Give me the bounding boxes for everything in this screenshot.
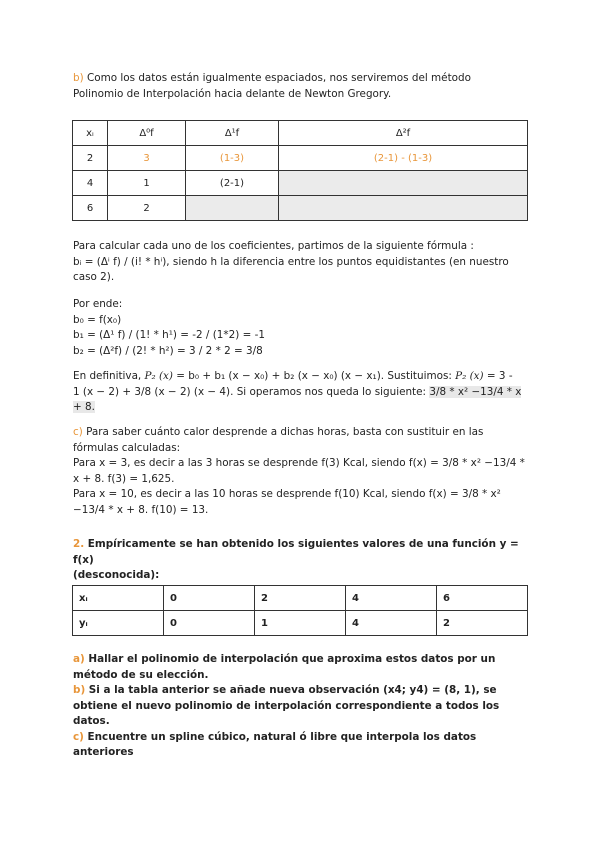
question-text: método de su elección. [73, 668, 209, 681]
part-b-marker: b) [73, 72, 84, 84]
result-highlight: + 8. [73, 401, 95, 413]
table-cell: (2-1) - (1-3) [279, 146, 528, 171]
questions-list [73, 652, 535, 761]
table-row [73, 611, 528, 636]
part-b-line2: Polinomio de Interpolación hacia delante de Newton Gregory. [73, 87, 392, 100]
question-text: Encuentre un spline cúbico, natural ó libre que interpola los datos anteriores [73, 730, 477, 758]
header-cell: xᵢ [73, 121, 108, 146]
table-cell: 1 [255, 611, 346, 636]
table-cell: 3 [108, 146, 186, 171]
table-row [73, 196, 528, 221]
table-cell: 2 [437, 611, 528, 636]
coef-line1: Para calcular cada uno de los coeficientes, partimos de la siguiente fórmula : [73, 240, 474, 252]
part-c-marker: c) [73, 426, 83, 438]
values-table [72, 585, 528, 636]
por-ende-block [73, 297, 531, 359]
p2-symbol: P₂ (x) [144, 370, 173, 382]
result-highlight: 3/8 * x² −13/4 * x [429, 385, 522, 398]
definitiva-text: 1 (x − 2) + 3/8 (x − 2) (x − 4). Si operamos nos queda lo siguiente: [73, 385, 430, 398]
question-marker: a) [73, 653, 85, 665]
part-c-text: Para x = 10, es decir a las 10 horas se desprende f(10) Kcal, siendo f(x) = 3/8 * x² [73, 488, 501, 500]
definitiva-text: = 3 - [483, 370, 513, 382]
exercise-text: Empíricamente se han obtenido los siguientes valores de una función y = f(x) [73, 538, 519, 566]
part-c-text: Para x = 3, es decir a las 3 horas se desprende f(3) Kcal, siendo f(x) = 3/8 * x² −13/4 * [73, 457, 525, 469]
b2-formula: b₂ = (Δ²f) / (2! * h²) = 3 / 2 * 2 = 3/8 [73, 344, 263, 357]
table-cell: 1 [108, 171, 186, 196]
table-cell: 0 [164, 611, 255, 636]
table-row [73, 171, 528, 196]
part-c-text: fórmulas calculadas: [73, 441, 181, 454]
por-ende-title: Por ende: [73, 298, 123, 310]
table-cell: 6 [73, 196, 108, 221]
part-b-line1: Como los datos están igualmente espaciados, nos serviremos del método [86, 72, 471, 84]
question-text: obtiene el nuevo polinomio de interpolación correspondiente a todos los datos. [73, 699, 500, 727]
table-cell: 2 [73, 146, 108, 171]
header-cell: Δ⁰f [108, 121, 186, 146]
exercise-text: (desconocida): [73, 569, 160, 581]
empty-cell [279, 196, 528, 221]
table-cell: 4 [346, 611, 437, 636]
part-c-text: −13/4 * x + 8. f(10) = 13. [73, 503, 209, 516]
question-text: Si a la tabla anterior se añade nueva observación (x4; y4) = (8, 1), se [85, 684, 497, 696]
part-c-text: x + 8. f(3) = 1,625. [73, 472, 175, 485]
header-cell: Δ¹f [186, 121, 279, 146]
coef-line3: caso 2). [73, 271, 115, 283]
table-cell: 6 [437, 586, 528, 611]
question-text: Hallar el polinomio de interpolación que aproxima estos datos por un [84, 653, 496, 665]
definitiva-paragraph [73, 369, 535, 416]
definitiva-text: = b₀ + b₁ (x − x₀) + b₂ (x − x₀) (x − x₁). Sustituimos: [172, 370, 456, 382]
table-cell: 0 [164, 586, 255, 611]
part-c-text: Para saber cuánto calor desprende a dichas horas, basta con sustituir en las [86, 426, 484, 438]
table-cell: 2 [108, 196, 186, 221]
row-header: xᵢ [73, 586, 164, 611]
row-header: yᵢ [73, 611, 164, 636]
coefficients-paragraph [73, 239, 531, 286]
differences-table [72, 120, 528, 221]
table-cell: (1-3) [186, 146, 279, 171]
b0-formula: b₀ = f(x₀) [73, 313, 122, 326]
question-marker: b) [73, 684, 86, 696]
coef-line2: bᵢ = (Δⁱ f) / (i! * hⁱ), siendo h la diferencia entre los puntos equidistantes (en nuestro [73, 255, 509, 268]
header-cell: Δ²f [279, 121, 528, 146]
p2-symbol: P₂ (x) [455, 370, 484, 382]
definitiva-text: En definitiva, [73, 370, 145, 382]
part-b-paragraph [73, 71, 531, 102]
part-c-paragraph [73, 425, 535, 518]
empty-cell [279, 171, 528, 196]
table-header-row [73, 121, 528, 146]
table-row [73, 146, 528, 171]
exercise-2-heading [73, 537, 531, 584]
empty-cell [186, 196, 279, 221]
table-row [73, 586, 528, 611]
table-cell: 4 [346, 586, 437, 611]
table-cell: (2-1) [186, 171, 279, 196]
table-cell: 2 [255, 586, 346, 611]
table-cell: 4 [73, 171, 108, 196]
b1-formula: b₁ = (Δ¹ f) / (1! * h¹) = -2 / (1*2) = -1 [73, 329, 265, 341]
exercise-number: 2. [73, 538, 85, 550]
question-marker: c) [73, 730, 84, 743]
